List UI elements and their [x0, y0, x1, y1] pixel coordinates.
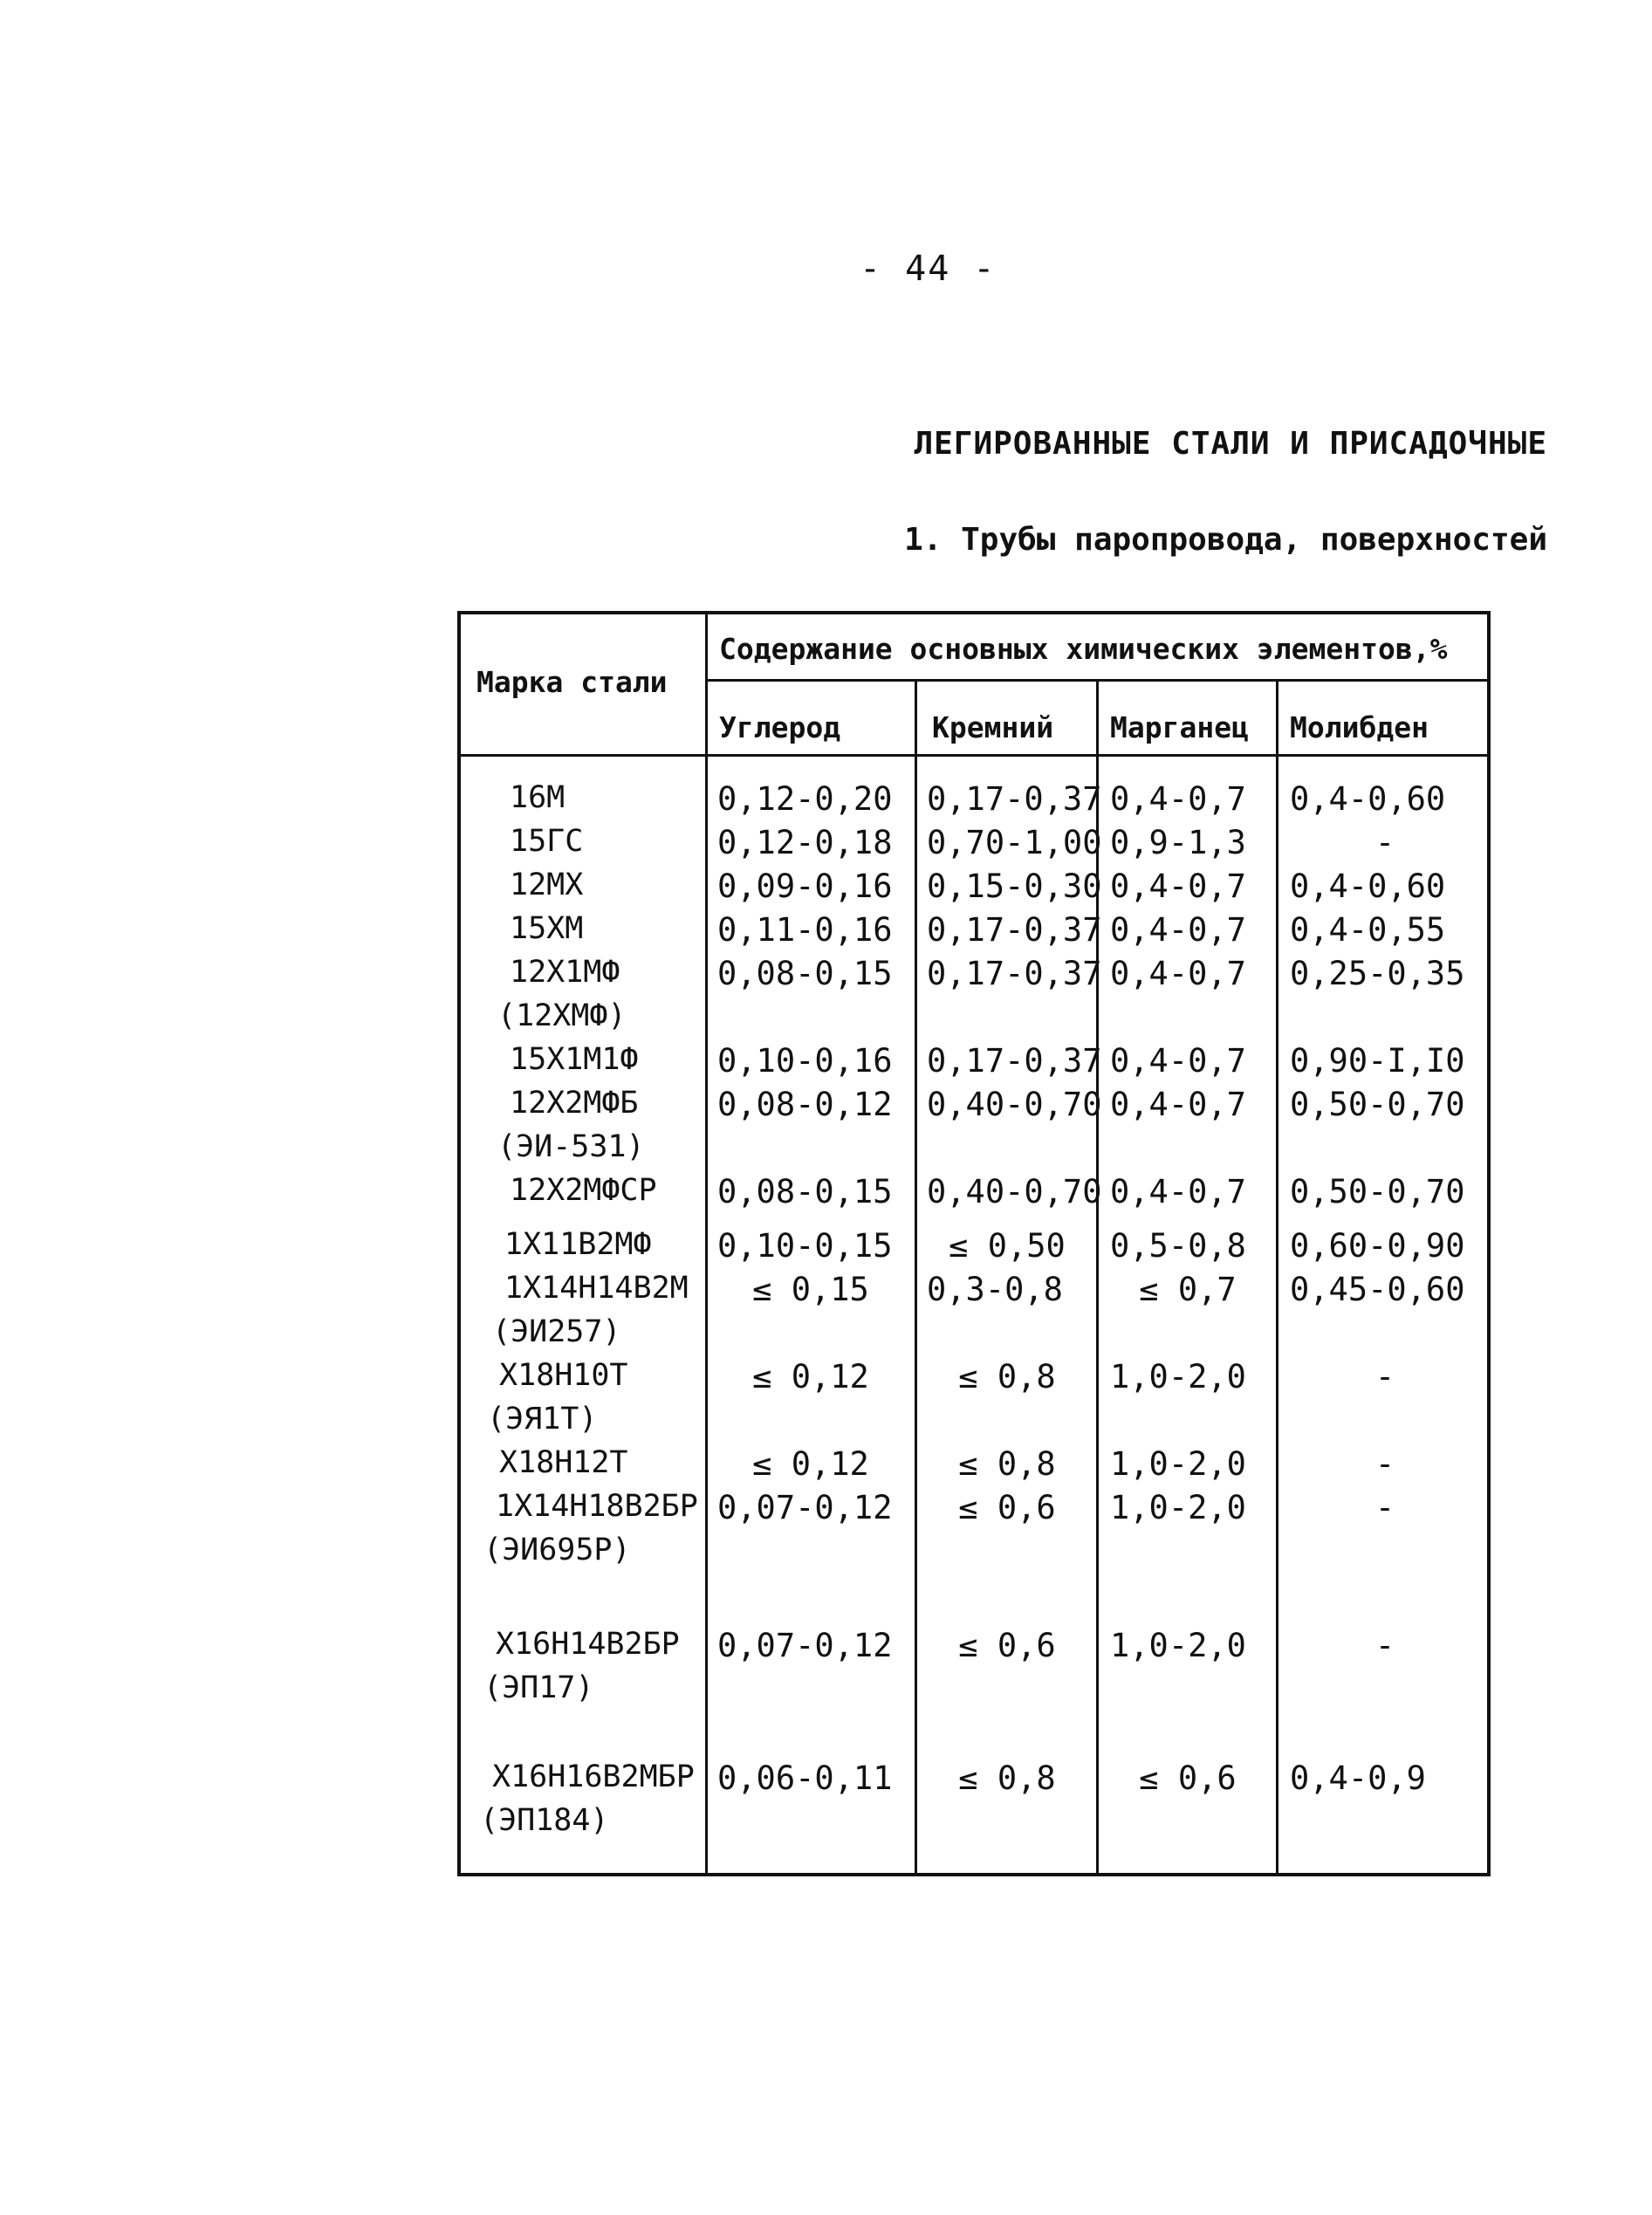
carbon-value: 0,10-0,16: [717, 1042, 893, 1080]
steel-grade: (ЭИ257): [492, 1314, 621, 1349]
silicon-value: ≤ 0,8: [958, 1358, 1056, 1396]
manganese-value: 0,9-1,3: [1110, 824, 1246, 861]
manganese-value: 1,0-2,0: [1110, 1627, 1246, 1664]
molybdenum-value: -: [1374, 1445, 1395, 1483]
steel-grade: Х16Н16В2МБР: [492, 1759, 695, 1794]
manganese-value: 0,5-0,8: [1110, 1227, 1246, 1265]
steel-grade: 12МХ: [510, 867, 584, 902]
header-molybdenum: Молибден: [1290, 710, 1429, 744]
steel-grade: Х18Н10Т: [499, 1358, 628, 1393]
divider-manganese-column: [1276, 679, 1278, 1873]
steel-grade: 1Х14Н18В2БР: [496, 1489, 698, 1524]
divider-carbon-column: [915, 679, 917, 1873]
silicon-value: ≤ 0,8: [958, 1759, 1056, 1797]
divider-header-body: [461, 754, 1487, 757]
steel-grade: 1Х11В2МФ: [504, 1227, 652, 1262]
manganese-value: 0,4-0,7: [1110, 780, 1246, 818]
molybdenum-value: 0,4-0,9: [1290, 1759, 1426, 1797]
carbon-value: 0,08-0,12: [717, 1086, 893, 1123]
carbon-value: 0,08-0,15: [717, 1173, 893, 1210]
carbon-value: 0,12-0,20: [717, 780, 893, 818]
silicon-value: 0,40-0,70: [927, 1086, 1102, 1123]
page-number: - 44 -: [860, 249, 997, 289]
molybdenum-value: 0,90-I,I0: [1290, 1042, 1465, 1080]
carbon-value: 0,07-0,12: [717, 1627, 893, 1664]
header-composition: Содержание основных химических элементов,%: [719, 632, 1448, 666]
carbon-value: ≤ 0,15: [752, 1271, 869, 1308]
molybdenum-value: 0,4-0,60: [1290, 867, 1446, 905]
steel-grade: 12Х1МФ: [510, 955, 620, 990]
steel-grade: Х16Н14В2БР: [496, 1627, 680, 1662]
molybdenum-value: -: [1374, 1489, 1395, 1526]
molybdenum-value: 0,60-0,90: [1290, 1227, 1465, 1265]
silicon-value: 0,70-1,00: [927, 824, 1102, 861]
steel-grade: 16М: [510, 780, 566, 815]
carbon-value: 0,06-0,11: [717, 1759, 893, 1797]
molybdenum-value: 0,4-0,60: [1290, 780, 1446, 818]
manganese-value: 1,0-2,0: [1110, 1489, 1246, 1526]
header-manganese: Марганец: [1110, 710, 1249, 744]
steel-grade: (ЭЯ1Т): [487, 1402, 598, 1437]
manganese-value: 0,4-0,7: [1110, 1173, 1246, 1210]
steel-grade: 15Х1М1Ф: [510, 1042, 639, 1077]
carbon-value: 0,08-0,15: [717, 955, 893, 992]
manganese-value: 0,4-0,7: [1110, 911, 1246, 949]
molybdenum-value: 0,50-0,70: [1290, 1173, 1465, 1210]
silicon-value: 0,40-0,70: [927, 1173, 1102, 1210]
carbon-value: 0,12-0,18: [717, 824, 893, 861]
manganese-value: 0,4-0,7: [1110, 867, 1246, 905]
silicon-value: ≤ 0,6: [958, 1627, 1056, 1664]
manganese-value: 0,4-0,7: [1110, 1042, 1246, 1080]
manganese-value: 1,0-2,0: [1110, 1445, 1246, 1483]
silicon-value: 0,3-0,8: [927, 1271, 1063, 1308]
steel-grade: (ЭИ-531): [497, 1129, 645, 1164]
molybdenum-value: -: [1374, 1627, 1395, 1664]
carbon-value: ≤ 0,12: [752, 1445, 869, 1483]
steel-grade: 12Х2МФСР: [510, 1173, 657, 1208]
molybdenum-value: 0,45-0,60: [1290, 1271, 1465, 1308]
steel-grade: 12Х2МФБ: [510, 1086, 639, 1121]
silicon-value: 0,17-0,37: [927, 1042, 1102, 1080]
steel-grade: 15ХМ: [510, 911, 584, 946]
silicon-value: 0,15-0,30: [927, 867, 1102, 905]
steel-grade: (ЭП184): [480, 1803, 609, 1838]
silicon-value: ≤ 0,6: [958, 1489, 1056, 1526]
carbon-value: ≤ 0,12: [752, 1358, 869, 1396]
molybdenum-value: -: [1374, 1358, 1395, 1396]
header-carbon: Углерод: [719, 710, 841, 744]
divider-grade-column: [705, 614, 708, 1873]
steel-grade: 1Х14Н14В2М: [504, 1271, 689, 1306]
steel-grade: 15ГС: [510, 824, 584, 859]
steel-grade: Х18Н12Т: [499, 1445, 628, 1480]
silicon-value: ≤ 0,50: [949, 1227, 1066, 1265]
carbon-value: 0,11-0,16: [717, 911, 893, 949]
steel-composition-table: [457, 611, 1491, 1876]
steel-grade: (12ХМФ): [497, 998, 627, 1033]
molybdenum-value: -: [1374, 824, 1395, 861]
silicon-value: ≤ 0,8: [958, 1445, 1056, 1483]
silicon-value: 0,17-0,37: [927, 911, 1102, 949]
steel-grade: (ЭП17): [483, 1670, 594, 1705]
molybdenum-value: 0,25-0,35: [1290, 955, 1465, 992]
steel-grade: (ЭИ695Р): [483, 1533, 631, 1567]
molybdenum-value: 0,4-0,55: [1290, 911, 1446, 949]
section-heading: ЛЕГИРОВАННЫЕ СТАЛИ И ПРИСАДОЧНЫЕ: [914, 426, 1547, 462]
manganese-value: 1,0-2,0: [1110, 1358, 1246, 1396]
manganese-value: 0,4-0,7: [1110, 1086, 1246, 1123]
carbon-value: 0,10-0,15: [717, 1227, 893, 1265]
manganese-value: ≤ 0,7: [1139, 1271, 1237, 1308]
subsection-heading: 1. Трубы паропровода, поверхностей: [904, 522, 1547, 558]
carbon-value: 0,09-0,16: [717, 867, 893, 905]
header-grade: Марка стали: [476, 665, 668, 699]
carbon-value: 0,07-0,12: [717, 1489, 893, 1526]
silicon-value: 0,17-0,37: [927, 955, 1102, 992]
silicon-value: 0,17-0,37: [927, 780, 1102, 818]
manganese-value: ≤ 0,6: [1139, 1759, 1237, 1797]
manganese-value: 0,4-0,7: [1110, 955, 1246, 992]
molybdenum-value: 0,50-0,70: [1290, 1086, 1465, 1123]
header-silicon: Кремний: [932, 710, 1054, 744]
